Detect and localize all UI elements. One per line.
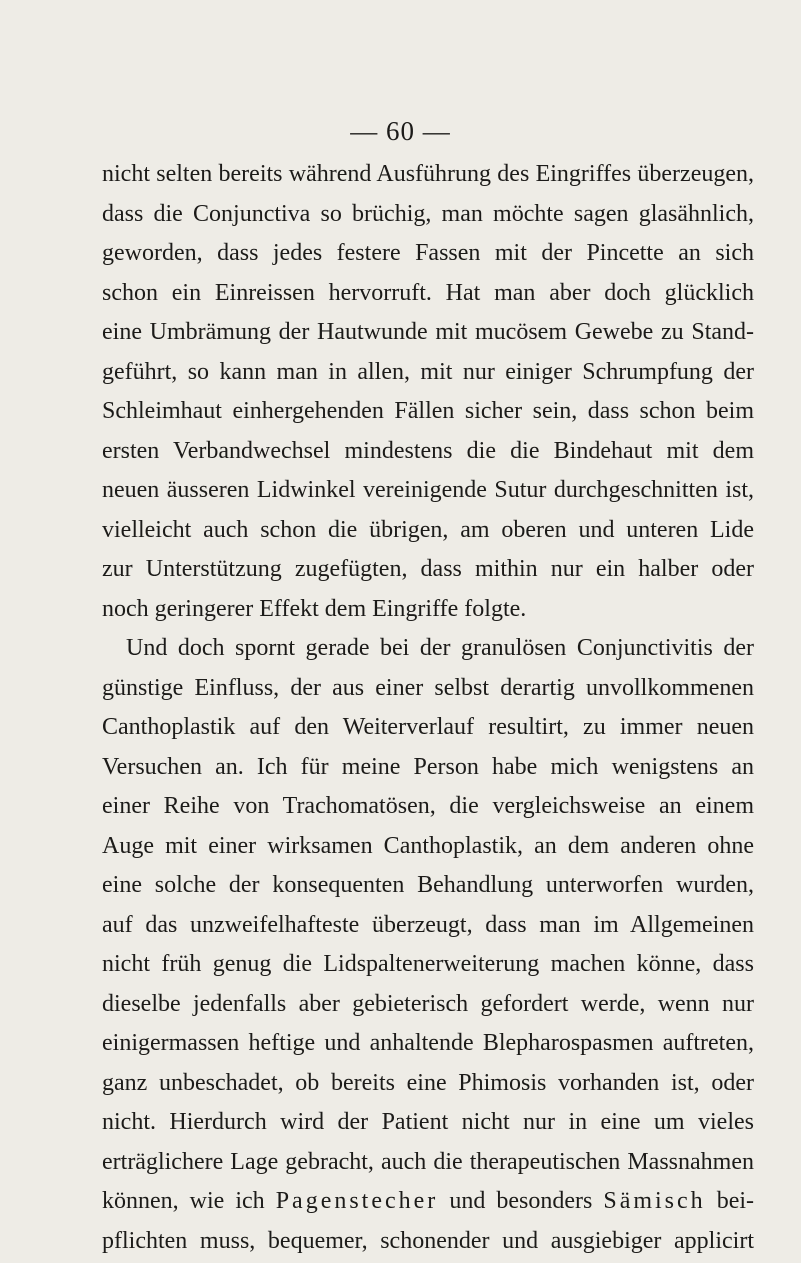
paragraph-end-line: noch geringerer Effekt dem Eingriffe folgte. [102,595,527,622]
text-line: einigermassen heftige und anhaltende Blepharospasmen auftreten, [102,1030,754,1056]
text-line: vielleicht auch schon die übrigen, am oberen und unteren Lide [102,516,754,543]
text-line: nicht. Hierdurch wird der Patient nicht nur in eine um vieles [102,1109,754,1135]
text-line: schon ein Einreissen hervorruft. Hat man aber doch glücklich [102,279,754,306]
body-text [102,155,754,1261]
text-line: auf das unzweifelhafteste überzeugt, dass man im Allgemeinen [102,911,754,938]
author-name: Pagenstecher [275,1188,439,1214]
text-line: pflichten muss, bequemer, schonender und ausgiebiger applicirt [102,1227,754,1254]
text-line: Canthoplastik auf den Weiterverlauf resultirt, zu immer neuen [102,714,754,740]
text-line: eine solche der konsequenten Behandlung unterworfen wurden, [102,872,754,898]
text-line: Schleimhaut einhergehenden Fällen sicher sein, dass schon beim [102,398,754,424]
text-line: erträglichere Lage gebracht, auch die therapeutischen Massnahmen [102,1148,754,1175]
text-segment: bei- [705,1188,755,1214]
text-line: Versuchen an. Ich für meine Person habe mich wenigstens an [102,753,754,780]
text-segment: und besonders [438,1188,604,1214]
page-number: — 60 — [350,116,451,146]
text-line: Auge mit einer wirksamen Canthoplastik, an dem anderen ohne [102,832,754,859]
text-line [102,1182,754,1222]
text-line: neuen äusseren Lidwinkel vereinigende Sutur durchgeschnitten ist, [102,477,754,503]
text-segment: können, wie ich [102,1188,276,1214]
text-line: dieselbe jedenfalls aber gebieterisch gefordert werde, wenn nur [102,990,754,1017]
author-name: Sämisch [603,1188,706,1214]
text-line: günstige Einfluss, der aus einer selbst derartig unvollkommenen [102,674,754,701]
text-line: nicht selten bereits während Ausführung des Eingriffes überzeugen, [102,161,754,187]
text-line: einer Reihe von Trachomatösen, die vergleichsweise an einem [102,793,754,819]
text-line: zur Unterstützung zugefügten, dass mithin nur ein halber oder [102,556,754,582]
text-line: nicht früh genug die Lidspaltenerweiterung machen könne, dass [102,951,754,977]
text-line: eine Umbrämung der Hautwunde mit mucösem Gewebe zu Stand- [102,319,754,345]
text-line: geworden, dass jedes festere Fassen mit der Pincette an sich [102,240,754,266]
paragraph-start-line: Und doch spornt gerade bei der granulösen Conjunctivitis der [126,635,754,661]
text-line: ganz unbeschadet, ob bereits eine Phimosis vorhanden ist, oder [102,1069,754,1096]
text-line: geführt, so kann man in allen, mit nur einiger Schrumpfung der [102,358,754,385]
text-line: ersten Verbandwechsel mindestens die die Bindehaut mit dem [102,437,754,464]
text-line: dass die Conjunctiva so brüchig, man möchte sagen glasähnlich, [102,200,754,227]
